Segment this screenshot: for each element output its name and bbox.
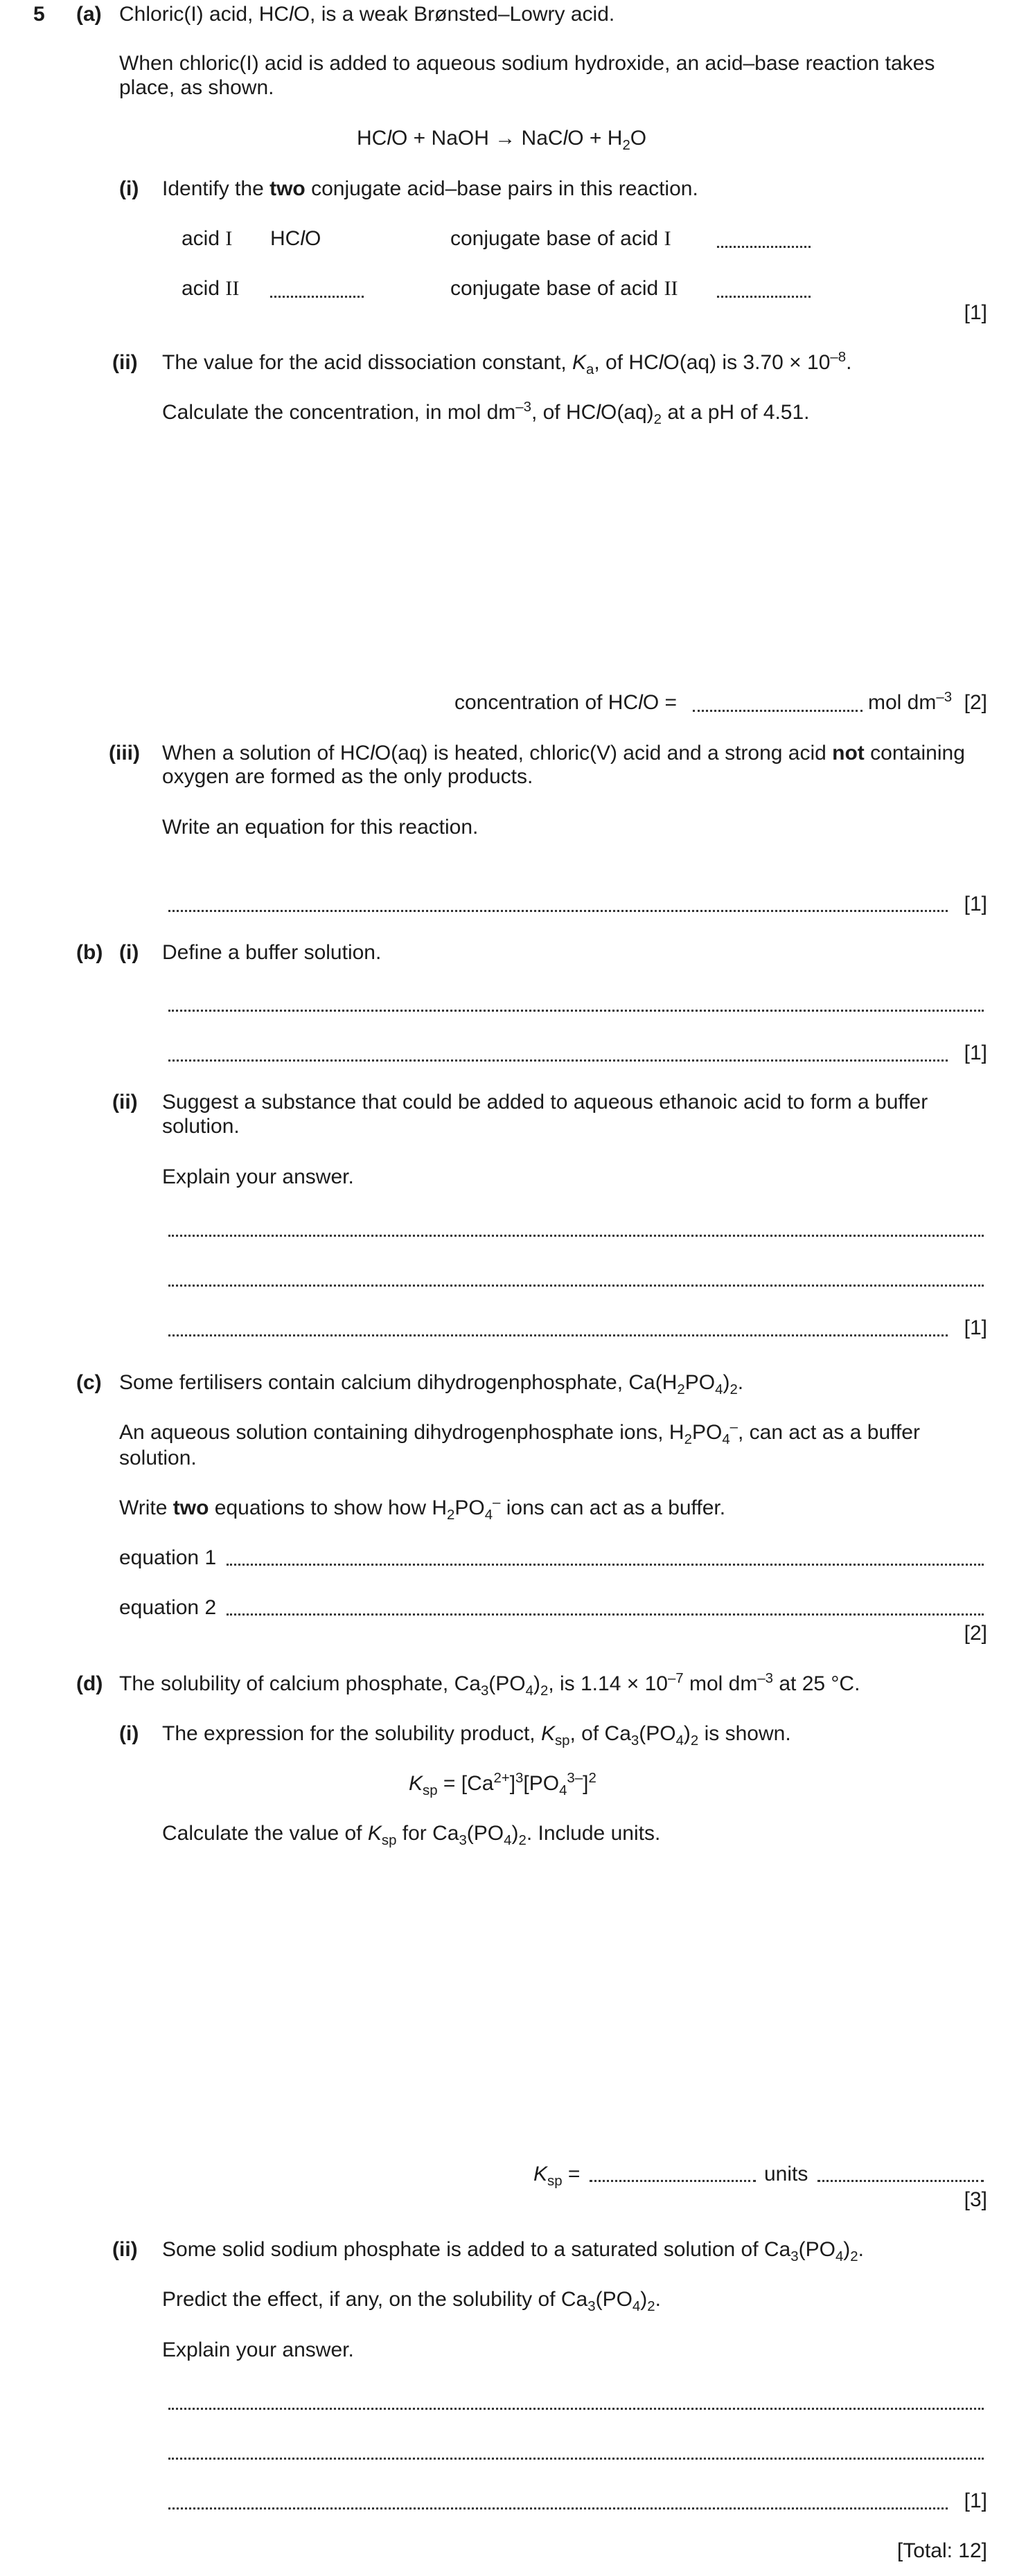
part-d-ii-text2: Predict the effect, if any, on the solubility of $Ca_3(PO_4)_2$. bbox=[162, 2288, 661, 2314]
concentration-units: mol $dm^{-3}$ bbox=[868, 690, 953, 714]
question-number: 5 bbox=[33, 3, 45, 26]
part-d-ii-text: Some solid sodium phosphate is added to a saturated solution of $Ca_3(PO_4)_2$. bbox=[162, 2238, 864, 2264]
acid-2-answer-line[interactable] bbox=[270, 296, 364, 298]
part-b-ii-label: (ii) bbox=[112, 1091, 138, 1113]
conj-base-2-answer-line[interactable] bbox=[717, 296, 811, 298]
part-a-ii-text: The value for the acid dissociation constant, $K_a$, of HClO(aq) is $3.70 \times 10^{-8}$. bbox=[162, 350, 852, 377]
part-b-ii-mark: [1] bbox=[964, 1316, 987, 1339]
ksp-expression: $K_{sp} = [Ca^{2+}]^3[PO_4^{3-}]^2$ bbox=[409, 1771, 596, 1798]
part-a-i-mark: [1] bbox=[964, 301, 987, 324]
ksp-value-answer-line[interactable] bbox=[590, 2180, 756, 2182]
reaction-equation: HClO + NaOH → NaClO + $H_2O$ bbox=[357, 127, 647, 153]
conj-base-1-answer-line[interactable] bbox=[717, 246, 811, 248]
part-a-iii-answer-line[interactable] bbox=[168, 910, 948, 912]
part-d-i-text2: Calculate the value of $K_{sp}$ for $Ca_3(PO_4)_2$. Include units. bbox=[162, 1822, 661, 1848]
equation-1-answer-line[interactable] bbox=[227, 1564, 984, 1566]
part-d-text1: The solubility of calcium phosphate, $Ca_3(PO_4)_2$, is $1.14 \times 10^{-7}$ mol $dm^{-3}$ at 25 °C. bbox=[119, 1671, 860, 1699]
part-d-ii-text3: Explain your answer. bbox=[162, 2338, 354, 2361]
part-c-text2-2: solution. bbox=[119, 1447, 197, 1469]
part-b-label: (b) bbox=[76, 941, 103, 964]
part-d-i-mark: [3] bbox=[964, 2188, 987, 2211]
part-b-ii-answer-line-2[interactable] bbox=[168, 1285, 984, 1287]
part-a-iii-text2: Write an equation for this reaction. bbox=[162, 816, 479, 839]
conj-base-2-label: conjugate base of acid II bbox=[450, 277, 678, 300]
part-a-ii-label: (ii) bbox=[112, 351, 138, 374]
ksp-units-answer-line[interactable] bbox=[817, 2180, 984, 2182]
concentration-answer-line[interactable] bbox=[693, 710, 863, 712]
part-b-i-text: Define a buffer solution. bbox=[162, 941, 382, 964]
part-b-ii-text2: Explain your answer. bbox=[162, 1165, 354, 1188]
part-b-i-answer-line-1[interactable] bbox=[168, 1010, 984, 1012]
part-a-ii-mark: [2] bbox=[964, 691, 987, 714]
part-b-i-mark: [1] bbox=[964, 1041, 987, 1064]
part-a-intro-2a: When chloric(I) acid is added to aqueous sodium hydroxide, an acid–base reaction takes bbox=[119, 52, 935, 75]
part-b-ii-text-2: solution. bbox=[162, 1115, 240, 1138]
part-d-ii-answer-line-2[interactable] bbox=[168, 2458, 984, 2460]
part-c-mark: [2] bbox=[964, 1622, 987, 1645]
ksp-answer-label: $K_{sp}$ = bbox=[533, 2163, 581, 2189]
part-c-text3: Write two equations to show how $H_2PO_4^-$ ions can act as a buffer. bbox=[119, 1495, 726, 1523]
part-d-label: (d) bbox=[76, 1672, 103, 1695]
part-a-iii-mark: [1] bbox=[964, 893, 987, 915]
part-d-ii-answer-line-3[interactable] bbox=[168, 2507, 948, 2510]
concentration-answer-label: concentration of HClO = bbox=[454, 691, 678, 714]
part-a-iii-text-2: oxygen are formed as the only products. bbox=[162, 765, 533, 788]
conj-base-1-label: conjugate base of acid I bbox=[450, 227, 671, 250]
part-a-ii-text2: Calculate the concentration, in mol $dm^{-3}$, of $HClO(aq)_2$ at a pH of 4.51. bbox=[162, 400, 810, 427]
part-a-label: (a) bbox=[76, 3, 102, 26]
part-c-label: (c) bbox=[76, 1371, 102, 1394]
ksp-units-label: units bbox=[764, 2163, 808, 2185]
part-d-ii-mark: [1] bbox=[964, 2489, 987, 2512]
part-b-ii-text: Suggest a substance that could be added to aqueous ethanoic acid to form a buffer bbox=[162, 1091, 928, 1113]
acid-1-value: HClO bbox=[270, 227, 321, 250]
acid-2-label: acid II bbox=[182, 277, 240, 300]
total-marks: [Total: 12] bbox=[896, 2539, 987, 2562]
part-a-iii-label: (iii) bbox=[109, 742, 140, 764]
part-c-text2: An aqueous solution containing dihydrogenphosphate ions, $H_2PO_4^-$, can act as a buffer bbox=[119, 1420, 920, 1447]
part-b-ii-answer-line-1[interactable] bbox=[168, 1235, 984, 1237]
part-b-i-label: (i) bbox=[119, 941, 139, 964]
part-a-intro-2b: place, as shown. bbox=[119, 76, 274, 99]
part-d-ii-answer-line-1[interactable] bbox=[168, 2408, 984, 2410]
part-d-i-label: (i) bbox=[119, 1722, 139, 1745]
acid-1-label: acid I bbox=[182, 227, 233, 250]
part-a-i-label: (i) bbox=[119, 177, 139, 200]
part-c-text1: Some fertilisers contain calcium dihydrogenphosphate, $Ca(H_2PO_4)_2$. bbox=[119, 1371, 744, 1397]
part-a-iii-text: When a solution of HClO(aq) is heated, chloric(V) acid and a strong acid not containing bbox=[162, 742, 965, 764]
part-b-ii-answer-line-3[interactable] bbox=[168, 1334, 948, 1336]
part-d-ii-label: (ii) bbox=[112, 2238, 138, 2261]
part-a-intro-1: Chloric(I) acid, HClO, is a weak Brønsted–Lowry acid. bbox=[119, 3, 615, 26]
equation-1-label: equation 1 bbox=[119, 1546, 217, 1569]
equation-2-answer-line[interactable] bbox=[227, 1613, 984, 1616]
part-d-i-text: The expression for the solubility product, $K_{sp}$, of $Ca_3(PO_4)_2$ is shown. bbox=[162, 1722, 791, 1748]
equation-2-label: equation 2 bbox=[119, 1596, 217, 1619]
part-b-i-answer-line-2[interactable] bbox=[168, 1059, 948, 1062]
part-a-i-text: Identify the two conjugate acid–base pairs in this reaction. bbox=[162, 177, 698, 200]
